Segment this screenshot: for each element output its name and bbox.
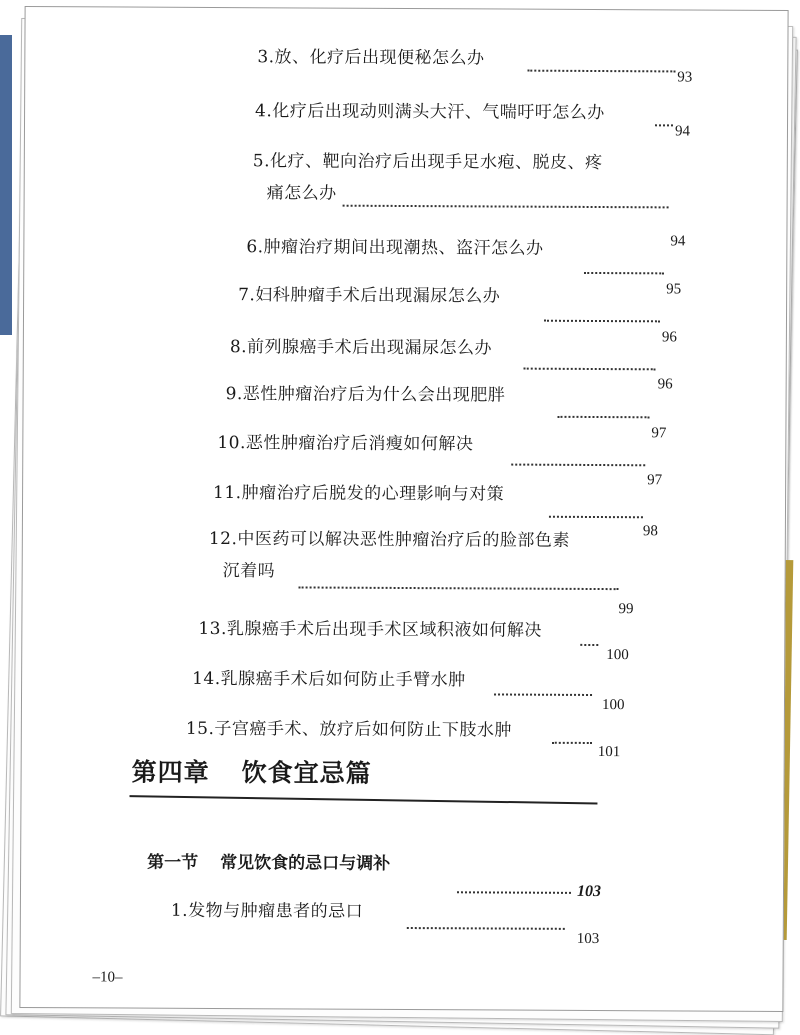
toc-entry-title: 15.子宫癌手术、放疗后如何防止下肢水肿 [185,718,512,741]
toc-entry-title: 8.前列腺癌手术后出现漏尿怎么办 [229,337,493,359]
leader-dots [549,516,643,518]
section-title: 常见饮食的忌口与调补 [220,853,391,874]
toc-page-number: 100 [606,647,629,664]
toc-entry-title: 10.恶性肿瘤治疗后消瘦如何解决 [217,433,474,455]
toc-entry [257,46,484,69]
toc-entry-title: 14.乳腺癌手术后如何防止手臂水肿 [192,668,466,691]
toc-entry [238,284,500,307]
page-folio: –10– [92,969,123,986]
chapter-title: 饮食宜忌篇 [241,758,372,788]
toc-entry [192,668,466,691]
leader-dots [655,124,673,126]
toc-entry [255,100,605,124]
toc-page-number: 97 [651,425,667,442]
chapter-number: 第四章 [131,757,210,787]
toc-entry [230,336,492,359]
toc-entry [213,482,504,506]
toc-page-number: 96 [661,329,677,346]
leader-dots [299,586,619,590]
toc-entry [198,618,542,642]
leader-dots [544,320,660,323]
section-page-number: 103 [576,882,602,901]
toc-entry [217,432,473,455]
toc-entry-title-line2: 痛怎么办 [266,183,337,204]
toc-page-number: 101 [597,744,621,761]
toc-entry [186,718,512,742]
toc-page-number: 95 [666,281,682,298]
leader-dots [511,464,645,467]
toc-entry-title: 9.恶性肿瘤治疗后为什么会出现肥胖 [225,384,506,406]
book-cover-edge [0,35,12,335]
toc-entry-title: 7.妇科肿瘤手术后出现漏尿怎么办 [238,285,501,307]
toc-entry-title: 1.发物与肿瘤患者的忌口 [170,900,364,922]
toc-page-number: 97 [647,472,663,489]
toc-entry [226,383,506,406]
leader-dots [494,693,592,696]
toc-entry [253,150,603,206]
toc-page-number: 93 [677,69,693,86]
leader-dots [552,742,592,744]
leader-dots [580,644,598,646]
chapter-divider [129,795,597,804]
leader-dots [407,927,565,930]
toc-entry-title: 11.肿瘤治疗后脱发的心理影响与对策 [213,483,505,505]
toc-entry-title-line2: 沉着吗 [222,561,276,582]
toc-entry-title: 12.中医药可以解决恶性肿瘤治疗后的脸部色素 [208,528,570,551]
toc-entry-title: 6.肿瘤治疗期间出现潮热、盗汗怎么办 [246,237,544,259]
toc-page-number: 100 [601,697,625,714]
toc-page-number: 94 [674,123,691,140]
toc-page-number: 94 [670,233,686,250]
leader-dots [343,205,669,209]
leader-dots [557,416,649,418]
toc-entry-title: 4.化疗后出现动则满头大汗、气喘吁吁怎么办 [255,101,605,124]
leader-dots [524,368,656,371]
section-number: 第一节 [147,852,199,873]
chapter-heading [132,753,372,790]
toc-entry-title: 3.放、化疗后出现便秘怎么办 [257,47,485,69]
toc-entry [246,236,543,260]
toc-entry [209,528,570,584]
toc-entry-title: 5.化疗、靶向治疗后出现手足水疱、脱皮、疼 [252,151,603,174]
toc-entry [171,900,363,923]
leader-dots [457,891,571,894]
section-heading [147,848,390,874]
toc-page-number: 103 [576,930,600,948]
toc-page-number: 96 [657,376,673,393]
toc-page-number: 98 [642,523,658,540]
toc-entry-title: 13.乳腺癌手术后出现手术区域积液如何解决 [198,618,542,641]
toc-page-number: 99 [618,601,634,618]
leader-dots [527,70,675,73]
leader-dots [584,272,664,274]
toc-page [19,6,788,1012]
